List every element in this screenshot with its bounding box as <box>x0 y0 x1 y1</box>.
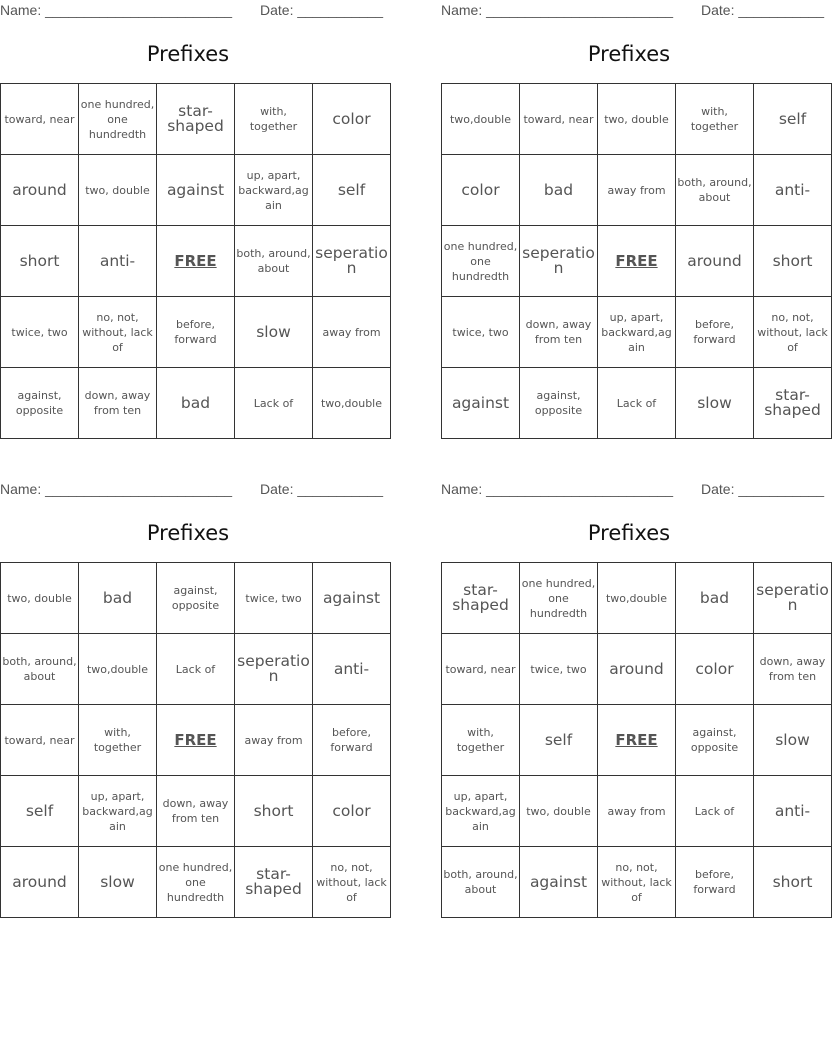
bingo-cell: two, double <box>520 776 598 847</box>
bingo-cell: away from <box>235 705 313 776</box>
bingo-cell: short <box>1 226 79 297</box>
bingo-cell: up, apart, backward,again <box>79 776 157 847</box>
bingo-cell: with, together <box>235 84 313 155</box>
bingo-cell: toward, near <box>520 84 598 155</box>
bingo-cell: self <box>754 84 832 155</box>
bingo-cell: down, away from ten <box>754 634 832 705</box>
bingo-cell: twice, two <box>235 563 313 634</box>
bingo-cell: star-shaped <box>235 847 313 918</box>
bingo-cell: down, away from ten <box>157 776 235 847</box>
bingo-cell: bad <box>520 155 598 226</box>
bingo-cell: star-shaped <box>442 563 520 634</box>
bingo-grid <box>441 562 832 918</box>
bingo-cell: around <box>1 847 79 918</box>
bingo-cell: self <box>313 155 391 226</box>
bingo-row <box>1 297 391 368</box>
bingo-cell: around <box>1 155 79 226</box>
bingo-cell: two, double <box>79 155 157 226</box>
bingo-cell: slow <box>235 297 313 368</box>
bingo-row <box>1 847 391 918</box>
name-line: Name: ________________________ <box>441 481 673 497</box>
bingo-row <box>442 634 832 705</box>
bingo-cell: twice, two <box>442 297 520 368</box>
date-line: Date: ___________ <box>260 2 383 18</box>
free-space: FREE <box>157 226 235 297</box>
free-space: FREE <box>598 705 676 776</box>
name-line: Name: ________________________ <box>0 2 232 18</box>
bingo-row <box>1 634 391 705</box>
bingo-cell: toward, near <box>1 705 79 776</box>
bingo-cell: twice, two <box>520 634 598 705</box>
bingo-cell: bad <box>157 368 235 439</box>
bingo-cell: color <box>313 776 391 847</box>
bingo-cell: two,double <box>79 634 157 705</box>
bingo-row <box>1 776 391 847</box>
bingo-cell: one hundred, one hundredth <box>520 563 598 634</box>
bingo-cell: one hundred, one hundredth <box>442 226 520 297</box>
bingo-cell: no, not, without, lack of <box>79 297 157 368</box>
bingo-cell: Lack of <box>157 634 235 705</box>
bingo-cell: before, forward <box>676 297 754 368</box>
bingo-cell: short <box>754 847 832 918</box>
bingo-cell: away from <box>313 297 391 368</box>
bingo-row <box>1 226 391 297</box>
bingo-cell: both, around, about <box>235 226 313 297</box>
bingo-cell: away from <box>598 776 676 847</box>
bingo-cell: color <box>313 84 391 155</box>
bingo-cell: one hundred, one hundredth <box>79 84 157 155</box>
date-line: Date: ___________ <box>701 481 824 497</box>
bingo-cell: both, around, about <box>442 847 520 918</box>
bingo-cell: two,double <box>598 563 676 634</box>
bingo-cell: Lack of <box>235 368 313 439</box>
bingo-cell: before, forward <box>313 705 391 776</box>
bingo-cell: no, not, without, lack of <box>313 847 391 918</box>
bingo-cell: before, forward <box>676 847 754 918</box>
bingo-cell: seperation <box>235 634 313 705</box>
bingo-cell: Lack of <box>676 776 754 847</box>
bingo-cell: against <box>157 155 235 226</box>
date-line: Date: ___________ <box>701 2 824 18</box>
bingo-row <box>1 563 391 634</box>
bingo-cell: anti- <box>79 226 157 297</box>
bingo-cell: seperation <box>313 226 391 297</box>
bingo-cell: no, not, without, lack of <box>754 297 832 368</box>
bingo-cell: twice, two <box>1 297 79 368</box>
bingo-cell: color <box>676 634 754 705</box>
bingo-cell: color <box>442 155 520 226</box>
bingo-cell: around <box>598 634 676 705</box>
bingo-row <box>1 84 391 155</box>
bingo-cell: against, opposite <box>1 368 79 439</box>
bingo-cell: two,double <box>442 84 520 155</box>
bingo-cell: with, together <box>442 705 520 776</box>
bingo-cell: down, away from ten <box>79 368 157 439</box>
bingo-grid <box>0 562 391 918</box>
bingo-row <box>1 155 391 226</box>
bingo-cell: around <box>676 226 754 297</box>
bingo-cell: up, apart, backward,again <box>235 155 313 226</box>
bingo-cell: star-shaped <box>754 368 832 439</box>
bingo-row <box>442 84 832 155</box>
bingo-cell: anti- <box>754 155 832 226</box>
bingo-row <box>442 226 832 297</box>
card-title: Prefixes <box>146 42 230 66</box>
free-space: FREE <box>598 226 676 297</box>
bingo-cell: anti- <box>754 776 832 847</box>
bingo-cell: toward, near <box>442 634 520 705</box>
bingo-cell: down, away from ten <box>520 297 598 368</box>
bingo-row <box>1 368 391 439</box>
bingo-grid <box>441 83 832 439</box>
bingo-cell: seperation <box>754 563 832 634</box>
bingo-cell: two, double <box>1 563 79 634</box>
bingo-row <box>442 847 832 918</box>
bingo-row <box>442 705 832 776</box>
card-title: Prefixes <box>146 521 230 545</box>
bingo-row <box>1 705 391 776</box>
bingo-cell: against <box>520 847 598 918</box>
bingo-cell: self <box>1 776 79 847</box>
bingo-cell: against <box>442 368 520 439</box>
bingo-cell: slow <box>676 368 754 439</box>
bingo-row <box>442 297 832 368</box>
bingo-grid <box>0 83 391 439</box>
bingo-cell: both, around, about <box>1 634 79 705</box>
bingo-cell: up, apart, backward,again <box>442 776 520 847</box>
bingo-cell: bad <box>79 563 157 634</box>
bingo-cell: bad <box>676 563 754 634</box>
bingo-cell: anti- <box>313 634 391 705</box>
name-line: Name: ________________________ <box>0 481 232 497</box>
bingo-cell: slow <box>754 705 832 776</box>
card-title: Prefixes <box>587 521 671 545</box>
name-line: Name: ________________________ <box>441 2 673 18</box>
bingo-cell: short <box>754 226 832 297</box>
bingo-row <box>442 368 832 439</box>
bingo-cell: two,double <box>313 368 391 439</box>
bingo-cell: with, together <box>79 705 157 776</box>
bingo-cell: two, double <box>598 84 676 155</box>
bingo-cell: with, together <box>676 84 754 155</box>
bingo-cell: self <box>520 705 598 776</box>
bingo-cell: up, apart, backward,again <box>598 297 676 368</box>
bingo-cell: before, forward <box>157 297 235 368</box>
bingo-cell: against, opposite <box>157 563 235 634</box>
bingo-cell: away from <box>598 155 676 226</box>
bingo-cell: short <box>235 776 313 847</box>
bingo-cell: toward, near <box>1 84 79 155</box>
card-title: Prefixes <box>587 42 671 66</box>
bingo-cell: against, opposite <box>676 705 754 776</box>
bingo-cell: seperation <box>520 226 598 297</box>
bingo-cell: Lack of <box>598 368 676 439</box>
date-line: Date: ___________ <box>260 481 383 497</box>
bingo-row <box>442 155 832 226</box>
bingo-cell: star-shaped <box>157 84 235 155</box>
bingo-cell: slow <box>79 847 157 918</box>
bingo-row <box>442 776 832 847</box>
bingo-cell: against <box>313 563 391 634</box>
bingo-cell: one hundred, one hundredth <box>157 847 235 918</box>
bingo-cell: against, opposite <box>520 368 598 439</box>
bingo-cell: no, not, without, lack of <box>598 847 676 918</box>
bingo-cell: both, around, about <box>676 155 754 226</box>
bingo-row <box>442 563 832 634</box>
free-space: FREE <box>157 705 235 776</box>
